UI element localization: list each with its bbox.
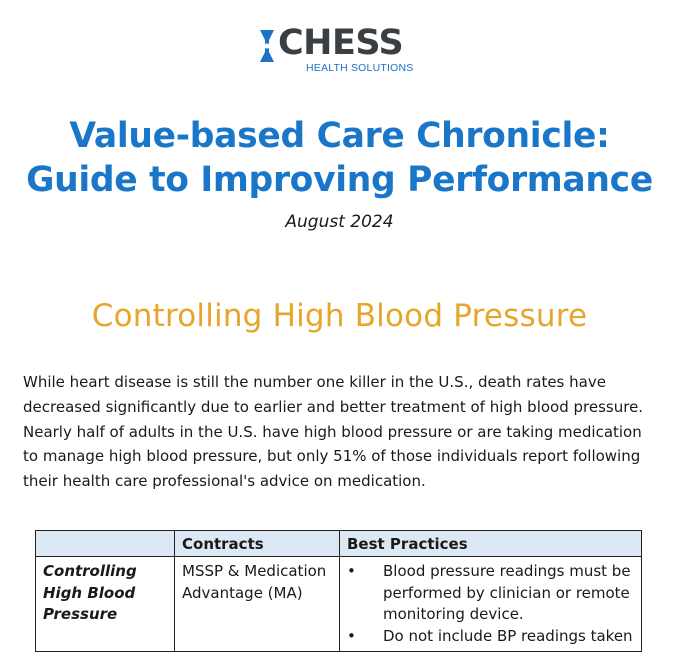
list-item xyxy=(347,626,634,648)
logo-tagline: HEALTH SOLUTIONS xyxy=(306,62,414,74)
page-title-line-2: Guide to Improving Performance xyxy=(26,160,653,200)
bullet-icon: • xyxy=(347,626,356,645)
section-heading: Controlling High Blood Pressure xyxy=(91,298,588,334)
best-practices-table xyxy=(35,530,642,652)
chess-piece-icon xyxy=(258,28,276,64)
page-title-line-1: Value-based Care Chronicle: xyxy=(69,116,610,156)
practice-text: Blood pressure readings must be performed by clinician or remote monitoring device. xyxy=(383,562,631,623)
table-header-row xyxy=(36,531,642,557)
best-practices-cell xyxy=(340,557,642,652)
publication-date: August 2024 xyxy=(285,212,394,232)
header-best-practices: Best Practices xyxy=(340,531,642,557)
contracts-cell: MSSP & Medication Advantage (MA) xyxy=(175,557,340,652)
logo-wordmark: CHESS xyxy=(278,23,404,63)
intro-paragraph: While heart disease is still the number one killer in the U.S., death rates have decreased significantly due to earlier and better treatment of high blood pressure. Nearly half of adults in the U.S. have high blood pressure or are taking medication to manage high blood pressure, but only 51% of those individuals report following their health care professional's advice on medication. xyxy=(23,373,644,491)
header-measure xyxy=(36,531,175,557)
best-practices-list xyxy=(347,561,634,647)
list-item xyxy=(347,561,634,626)
table-row xyxy=(36,557,642,652)
bullet-icon: • xyxy=(347,562,356,580)
header-contracts: Contracts xyxy=(175,531,340,557)
chess-logo xyxy=(258,22,418,76)
measure-cell: Controlling High Blood Pressure xyxy=(36,557,175,652)
page-title xyxy=(0,114,679,202)
practice-text: Do not include BP readings taken xyxy=(383,626,633,645)
